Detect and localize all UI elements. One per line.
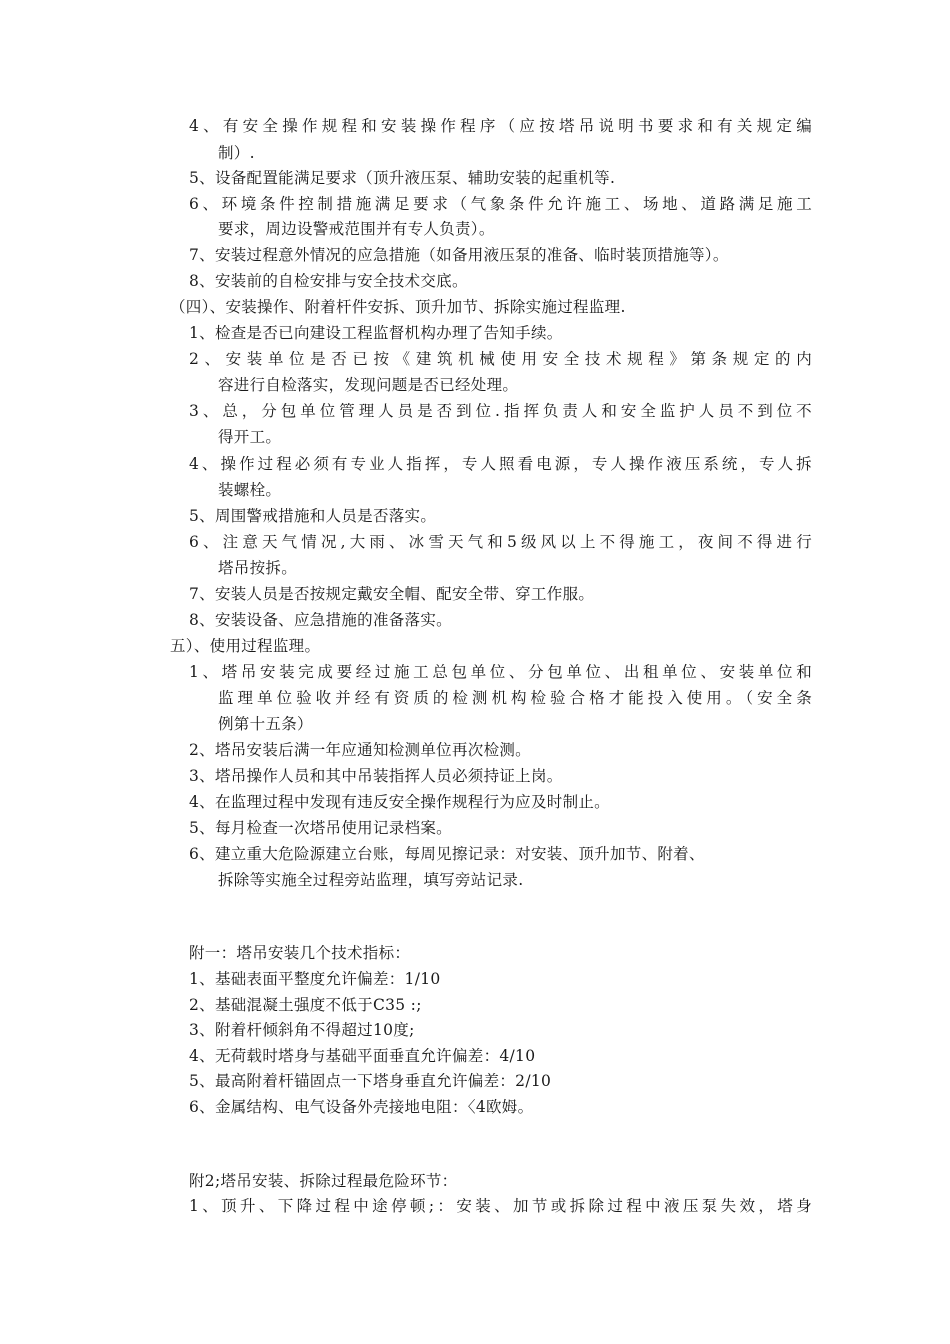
text-line: 1、顶升、下降过程中途停顿;：安装、加节或拆除过程中液压泵失效，塔身 [189, 1197, 812, 1215]
text-line: 拆除等实施全过程旁站监理，填写旁站记录. [218, 871, 524, 889]
text-line: 1、塔吊安装完成要经过施工总包单位、分包单位、出租单位、安装单位和 [189, 663, 812, 681]
text-line: 8、安装设备、应急措施的准备落实。 [189, 611, 452, 629]
text-line: 装螺栓。 [218, 481, 282, 499]
text-line: 3、总，分包单位管理人员是否到位.指挥负责人和安全监护人员不到位不 [189, 402, 812, 420]
text-line: 5、周围警戒措施和人员是否落实。 [189, 507, 437, 525]
text-line: 6、注意天气情况,大雨、冰雪天气和5级风以上不得施工，夜间不得进行 [189, 533, 812, 551]
text-line: 5、设备配置能满足要求（顶升液压泵、辅助安装的起重机等. [189, 169, 616, 187]
text-line: 5、每月检查一次塔吊使用记录档案。 [189, 819, 452, 837]
text-line: 制）. [218, 144, 255, 162]
text-line: 监理单位验收并经有资质的检测机构检验合格才能投入使用。（安全条 [218, 689, 812, 707]
text-line: 2、安装单位是否已按《建筑机械使用安全技术规程》第条规定的内 [189, 350, 812, 368]
section-heading: （四）、安装操作、附着杆件安拆、顶升加节、拆除实施过程监理. [170, 298, 626, 316]
text-line: 容进行自检落实，发现问题是否已经处理。 [218, 376, 519, 394]
text-line: 要求，周边设警戒范围并有专人负责）。 [218, 220, 495, 238]
text-line: 5、最高附着杆锚固点一下塔身垂直允许偏差：2/10 [189, 1072, 552, 1090]
text-line: 8、安装前的自检安排与安全技术交底。 [189, 272, 468, 290]
text-line: 例第十五条） [218, 715, 313, 733]
text-line: 3、塔吊操作人员和其中吊装指挥人员必须持证上岗。 [189, 767, 563, 785]
text-line: 4、有安全操作规程和安装操作程序（应按塔吊说明书要求和有关规定编 [189, 117, 812, 135]
text-line: 6、环境条件控制措施满足要求（气象条件允许施工、场地、道路满足施工 [189, 195, 812, 213]
text-line: 2、塔吊安装后满一年应通知检测单位再次检测。 [189, 741, 531, 759]
text-line: 4、操作过程必须有专业人指挥，专人照看电源，专人操作液压系统，专人拆 [189, 455, 812, 473]
text-line: 3、附着杆倾斜角不得超过10度; [189, 1021, 415, 1039]
text-line: 2、基础混凝土强度不低于C35 :; [189, 996, 422, 1014]
appendix-heading: 附2;塔吊安装、拆除过程最危险环节： [189, 1172, 458, 1190]
text-line: 1、检查是否已向建设工程监督机构办理了告知手续。 [189, 324, 563, 342]
text-line: 7、安装人员是否按规定戴安全帽、配安全带、穿工作服。 [189, 585, 595, 603]
text-line: 1、基础表面平整度允许偏差：1/10 [189, 970, 441, 988]
appendix-heading: 附一：塔吊安装几个技术指标： [189, 944, 411, 962]
section-heading: 五）、使用过程监理。 [170, 637, 321, 655]
text-line: 6、建立重大危险源建立台账，每周见擦记录：对安装、顶升加节、附着、 [189, 845, 705, 863]
text-line: 6、金属结构、电气设备外壳接地电阻：〈4欧姆。 [189, 1098, 534, 1116]
text-line: 7、安装过程意外情况的应急措施（如备用液压泵的准备、临时装顶措施等）。 [189, 246, 729, 264]
text-line: 得开工。 [218, 428, 282, 446]
text-line: 4、无荷载时塔身与基础平面垂直允许偏差：4/10 [189, 1047, 536, 1065]
text-line: 4、在监理过程中发现有违反安全操作规程行为应及时制止。 [189, 793, 610, 811]
text-line: 塔吊按拆。 [218, 559, 298, 577]
